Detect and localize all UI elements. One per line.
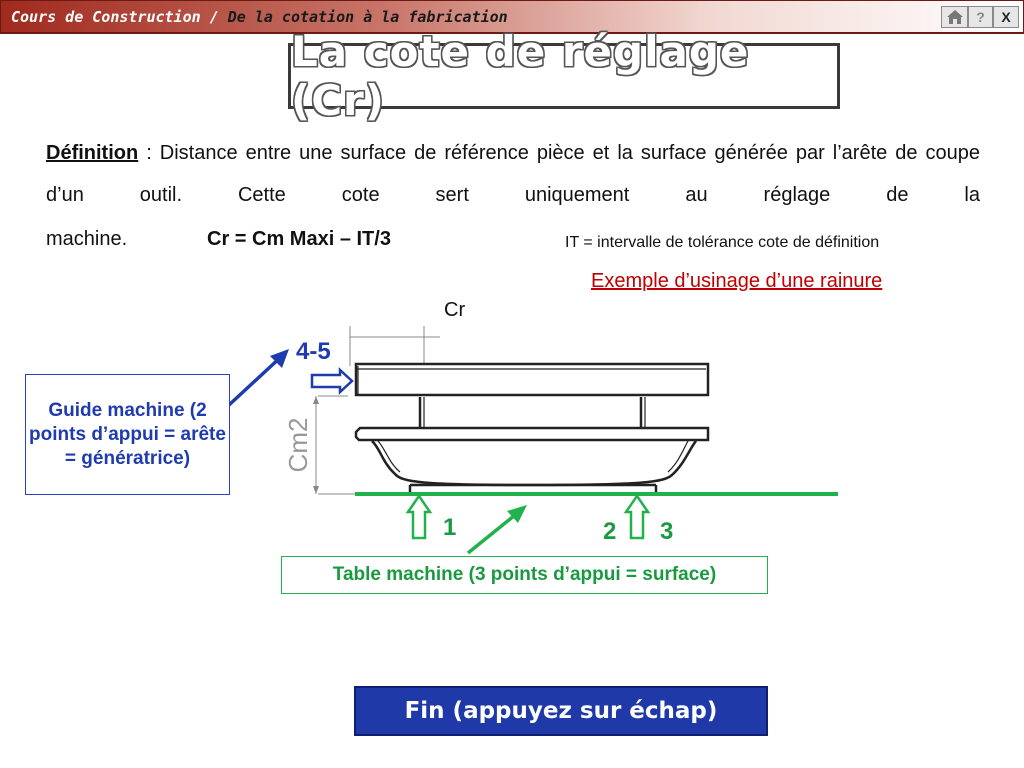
guide-support-arrow: [312, 370, 352, 392]
table-support-arrow-2: [626, 496, 648, 538]
example-title: Exemple d’usinage d’une rainure: [591, 270, 883, 292]
table-machine-box: [281, 556, 768, 594]
slide-title: La cote de réglage (Cr): [291, 27, 750, 125]
cr-label: Cr: [444, 299, 466, 321]
definition-end: machine.: [46, 228, 128, 250]
table-leader-line: [468, 511, 520, 553]
close-button[interactable]: X: [993, 6, 1019, 28]
table-point-2: 2: [603, 518, 617, 545]
table-support-arrow-1: [408, 496, 430, 538]
definition-label: Définition: [46, 142, 139, 164]
definition-text: : Distance entre une surface de référence pièce et la surface générée par l’arête de coupe d’un outil. Cette cote sert uniquement au réglage de la: [46, 142, 980, 206]
it-note: IT = intervalle de tolérance cote de définition: [565, 234, 880, 251]
guide-leader-line: [229, 355, 283, 405]
workpiece: [356, 364, 708, 494]
breadcrumb-course[interactable]: Cours de Construction: [11, 8, 201, 26]
cm2-label: Cm2: [283, 417, 313, 473]
breadcrumb-separator: /: [209, 8, 219, 26]
table-point-3: 3: [660, 518, 674, 545]
guide-machine-box: [25, 374, 230, 495]
breadcrumb-chapter[interactable]: De la cotation à la fabrication: [227, 8, 508, 26]
help-button[interactable]: ?: [968, 6, 993, 28]
formula: Cr = Cm Maxi – IT/3: [207, 228, 391, 250]
cm2-dimension: [283, 396, 410, 494]
guide-points-label: 4-5: [296, 338, 331, 365]
table-machine-text: Table machine (3 points d’appui = surface): [332, 564, 717, 585]
end-button[interactable]: Fin (appuyez sur échap): [354, 686, 768, 736]
guide-machine-text: Guide machine (2 points d’appui = arête = génératrice): [29, 399, 226, 469]
table-point-1: 1: [443, 514, 457, 541]
